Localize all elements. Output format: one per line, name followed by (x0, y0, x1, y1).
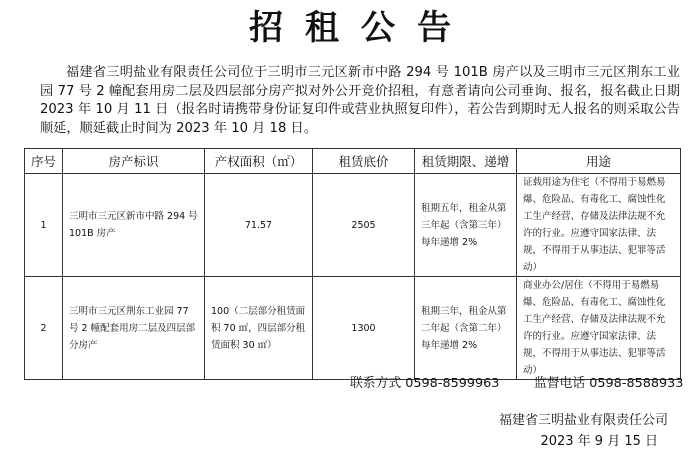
row-area: 100（二层部分租赁面积 70 ㎡，四层部分租赁面积 30 ㎡） (205, 277, 313, 380)
supervision-phone: 监督电话 0598-8588933 (534, 376, 684, 391)
contact-phone: 联系方式 0598-8599963 (350, 376, 500, 391)
header-price: 租赁底价 (313, 149, 415, 174)
header-no: 序号 (25, 149, 63, 174)
notice-title: 招租公告 (249, 8, 473, 48)
row-property: 三明市三元区新市中路 294 号 101B 房产 (63, 174, 205, 277)
row-use: 商业办公/居住（不得用于易燃易爆、危险品、有毒化工、腐蚀性化工生产经营、存储及法律法规不允许的行业。应遵守国家法律、法规，不得用于从事违法、犯罪等活动） (517, 277, 681, 380)
row-term: 租期三年，租金从第二年起（含第二年）每年递增 2% (415, 277, 517, 380)
table-row (25, 277, 681, 380)
rental-table (24, 148, 681, 380)
issue-date: 2023 年 9 月 15 日 (540, 434, 658, 449)
header-property: 房产标识 (63, 149, 205, 174)
row-use: 证载用途为住宅（不得用于易燃易爆、危险品、有毒化工、腐蚀性化工生产经营、存储及法律法规不允许的行业。应遵守国家法律、法规，不得用于从事违法、犯罪等活动） (517, 174, 681, 277)
row-price: 1300 (313, 277, 415, 380)
row-no: 2 (25, 277, 63, 380)
row-no: 1 (25, 174, 63, 277)
header-term: 租赁期限、递增 (415, 149, 517, 174)
notice-intro: 福建省三明盐业有限责任公司位于三明市三元区新市中路 294 号 101B 房产以及三明市三元区荆东工业园 77 号 2 幢配套用房二层及四层部分房产拟对外公开竞价招租，有意者请向公司垂询、报名，报名截止日期 2023 年 10 月 11 日（报名时请携带身份证复印件或营业执照复印件），若公告到期时无人报名的则采取公告顺延，顺延截止时间为 2023 年 10 月 18 日。 (40, 65, 680, 136)
header-area: 产权面积（㎡） (205, 149, 313, 174)
header-use: 用途 (517, 149, 681, 174)
table-header-row (25, 149, 681, 174)
row-property: 三明市三元区荆东工业园 77 号 2 幢配套用房二层及四层部分房产 (63, 277, 205, 380)
row-area: 71.57 (205, 174, 313, 277)
row-term: 租期五年，租金从第三年起（含第三年）每年递增 2% (415, 174, 517, 277)
issuer-name: 福建省三明盐业有限责任公司 (498, 413, 668, 428)
table-row (25, 174, 681, 277)
contact-line (0, 372, 700, 390)
row-price: 2505 (313, 174, 415, 277)
